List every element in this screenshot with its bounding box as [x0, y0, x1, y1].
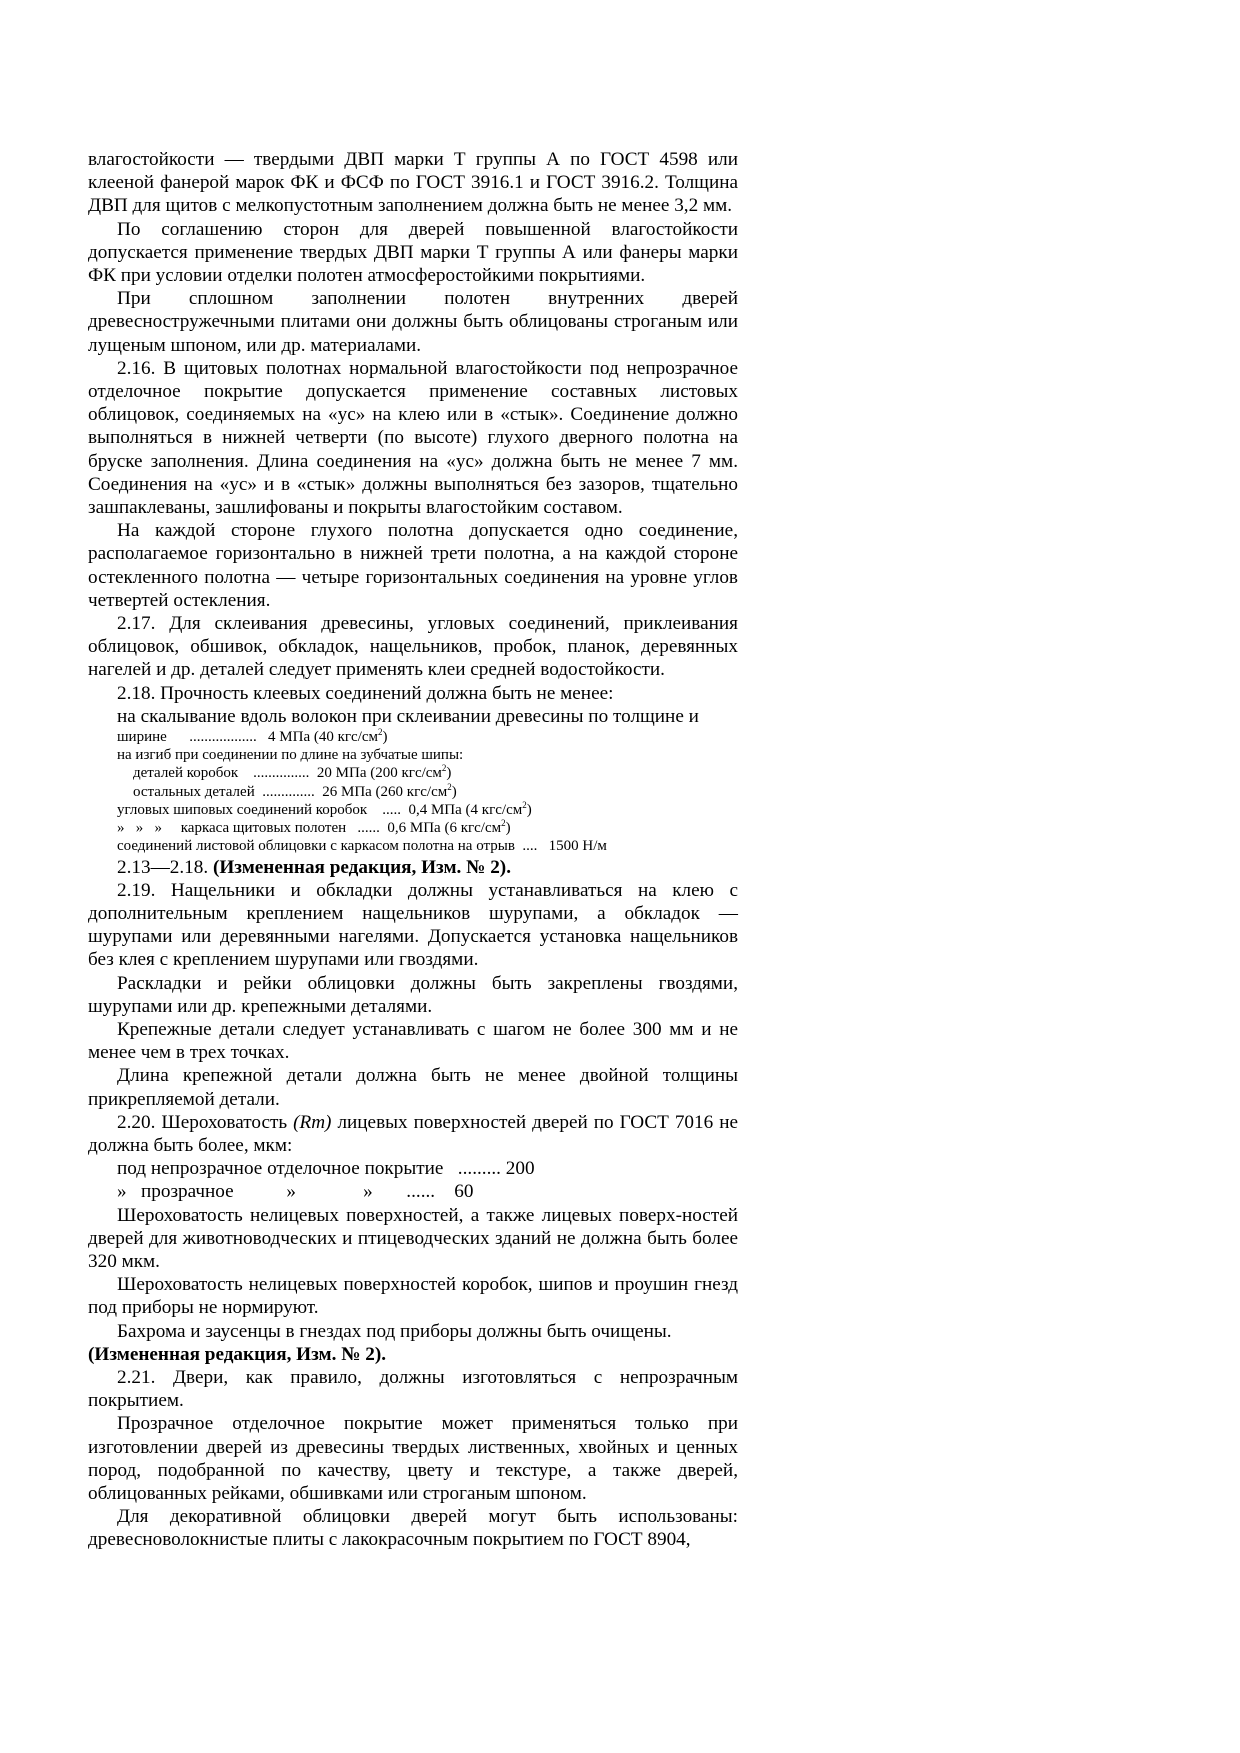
paragraph: 2.18. Прочность клеевых соединений должна быть не менее:: [117, 682, 614, 704]
paragraph: Бахрома и заусенцы в гнездах под приборы должны быть очищены.: [117, 1320, 672, 1342]
paragraph: По соглашению сторон для дверей повышенной влагостойкости допускается применение твердых ДВП марки Т группы А или фанеры марки ФК при условии отделки полотен атмосферостойкими покрытиями.: [88, 218, 738, 287]
strength-line: деталей коробок ............... 20 МПа (200 кгс/$см^2$): [133, 763, 452, 782]
paragraph: 2.19. Нащельники и обкладки должны устанавливаться на клею с дополнительным креплением нащельников шурупами, а обкладок — шурупами или деревянными нагелями. Допускается установка нащельников без клея с креплением шурупами или гвоздями.: [88, 879, 738, 971]
paragraph: На каждой стороне глухого полотна допускается одно соединение, располагаемое горизонтально в нижней трети полотна, а на каждой стороне остекленного полотна — четыре горизонтальных соединения на уровне углов четвертей остекления.: [88, 520, 738, 611]
document-page: [88, 148, 738, 1552]
paragraph: Крепежные детали следует устанавливать с шагом не более 300 мм и не менее чем в трех точках.: [88, 1018, 738, 1064]
strength-line: ширине .................. 4 МПа (40 кгс/$см^2$): [117, 727, 388, 746]
paragraph: Длина крепежной детали должна быть не менее двойной толщины прикрепляемой детали.: [88, 1065, 738, 1110]
strength-list: [88, 728, 738, 855]
strength-line: соединений листовой облицовки с каркасом полотна на отрыв .... 1500 Н/м: [117, 838, 607, 855]
paragraph: Раскладки и рейки облицовки должны быть закреплены гвоздями, шурупами или др. крепежными деталями.: [88, 972, 738, 1017]
paragraph: Шероховатость нелицевых поверхностей коробок, шипов и проушин гнезд под приборы не нормируют.: [88, 1274, 738, 1319]
paragraph: При сплошном заполнении полотен внутренних дверей древесностружечными плитами они должны быть облицованы строганым или лущеным шпоном, или др. материалами.: [88, 288, 738, 356]
paragraph: Шероховатость нелицевых поверхностей, а также лицевых поверх-ностей дверей для животноводческих и птицеводческих зданий не должна быть более 320 мкм.: [88, 1204, 738, 1272]
strength-line: » » » каркаса щитовых полотен ...... 0,6 МПа (6 кгс/$см^2$): [117, 818, 511, 837]
paragraph: 2.20. Шероховатость (Rm) лицевых поверхностей дверей по ГОСТ 7016 не должна быть более, мкм:: [88, 1111, 738, 1156]
roughness-line: под непрозрачное отделочное покрытие ......... 200: [117, 1158, 535, 1180]
paragraph: Для декоративной облицовки дверей могут быть использованы: древесноволокнистые плиты с лакокрасочным покрытием по ГОСТ 8904,: [88, 1506, 738, 1551]
strength-line: остальных деталей .............. 26 МПа (260 кгс/$см^2$): [133, 781, 457, 800]
strength-line: угловых шиповых соединений коробок ..... 0,4 МПа (4 кгс/$см^2$): [117, 799, 532, 818]
paragraph: 2.17. Для склеивания древесины, угловых соединений, приклеивания облицовок, обшивок, обкладок, нащельников, пробок, планок, деревянных нагелей и др. деталей следует применять клеи средней водостойкости.: [88, 613, 738, 681]
paragraph: влагостойкости — твердыми ДВП марки Т группы А по ГОСТ 4598 или клееной фанерой марок ФК и ФСФ по ГОСТ 3916.1 и ГОСТ 3916.2. Толщина ДВП для щитов с мелкопустотным заполнением должна быть не менее 3,2 мм.: [88, 149, 738, 217]
paragraph: на скалывание вдоль волокон при склеивании древесины по толщине и: [117, 705, 699, 727]
paragraph: Прозрачное отделочное покрытие может применяться только при изготовлении дверей из древесины твердых лиственных, хвойных и ценных пород, подобранной по качеству, цвету и текстуре, а также дверей, облицованных рейками, обшивками или строганым шпоном.: [88, 1413, 738, 1504]
paragraph: 2.21. Двери, как правило, должны изготовляться с непрозрачным покрытием.: [88, 1366, 738, 1412]
edit-note: (Измененная редакция, Изм. № 2).: [88, 1343, 387, 1365]
roughness-line: » прозрачное » » ...... 60: [117, 1181, 474, 1203]
strength-line: на изгиб при соединении по длине на зубчатые шипы:: [117, 747, 464, 764]
edit-note: 2.13—2.18. (Измененная редакция, Изм. № 2).: [117, 856, 511, 878]
paragraph: 2.16. В щитовых полотнах нормальной влагостойкости под непрозрачное отделочное покрытие допускается применение составных листовых облицовок, соединяемых на «ус» на клею или в «стык». Соединение должно выполняться в нижней четверти (по высоте) глухого дверного полотна на бруске заполнения. Длина соединения на «ус» должна быть не менее 7 мм. Соединения на «ус» и в «стык» должны выполняться без зазоров, тщательно зашпаклеваны, зашлифованы и покрыты влагостойким составом.: [88, 357, 738, 519]
